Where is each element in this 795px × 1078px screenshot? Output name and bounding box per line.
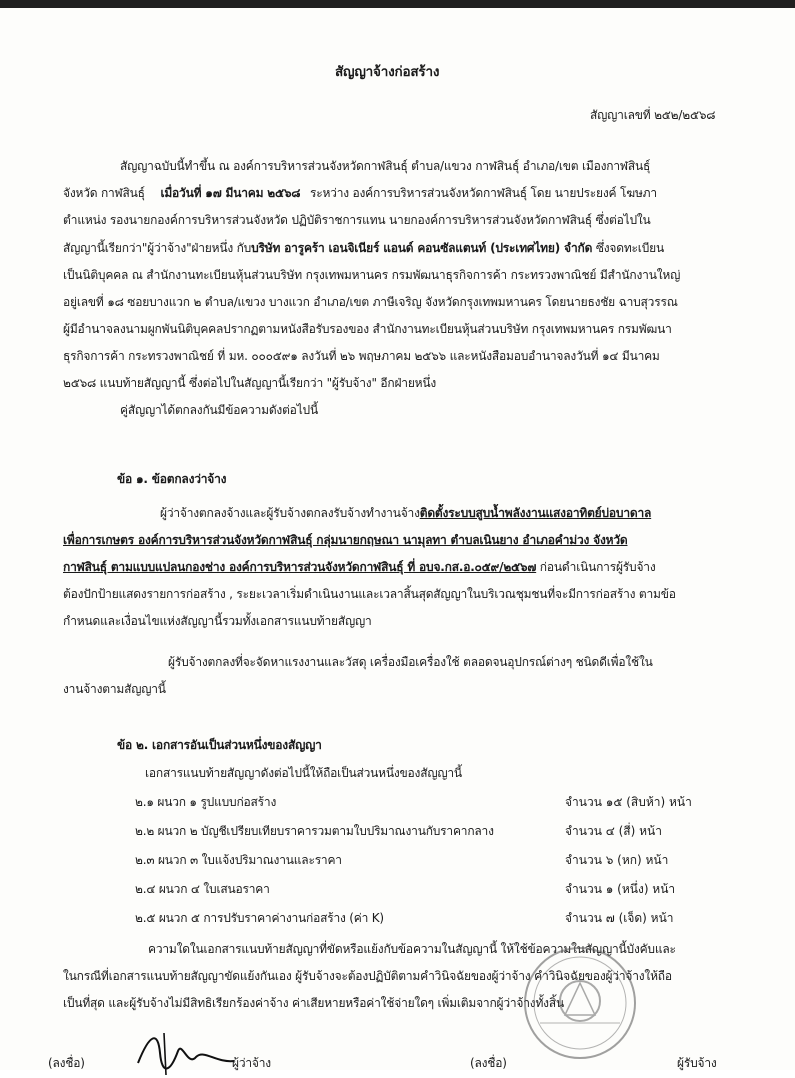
clause-1-line-3 <box>63 559 655 575</box>
preamble-line-6: อยู่เลขที่ ๑๘ ซอยบางแวก ๒ ตำบล/แขวง บางแวก อำเภอ/เขต ภาษีเจริญ จังหวัดกรุงเทพมหานคร โดยนายธงชัย ฉาบสุวรรณ <box>63 295 678 309</box>
clause-1-plan-ref: กาฬสินธุ์ ตามแบบแปลนกองช่าง องค์การบริหารส่วนจังหวัดกาฬสินธุ์ ที่ อบจ.กส.อ.๐๕๙/๒๕๖๗ <box>63 560 537 574</box>
preamble-line-2 <box>63 185 657 201</box>
preamble-line-3: ตำแหน่ง รองนายกองค์การบริหารส่วนจังหวัด ปฏิบัติราชการแทน นายกองค์การบริหารส่วนจังหวัดกาฬสินธุ์ ซึ่งต่อไปใน <box>63 213 651 227</box>
annex-item-label: ๒.๕ ผนวก ๕ การปรับราคาค่างานก่อสร้าง (ค่า K) <box>135 911 384 925</box>
annex-item-amount: จำนวน ๑๕ (สิบห้า) หน้า <box>565 795 692 809</box>
clause-1-line-1 <box>160 505 651 521</box>
clause-2-paragraph-3: เป็นที่สุด และผู้รับจ้างไม่มีสิทธิเรียกร้องค่าจ้าง ค่าเสียหายหรือค่าใช้จ่ายใดๆ เพิ่มเติมจากผู้ว่าจ้างทั้งสิ้น <box>63 996 564 1010</box>
preamble-line-7: ผู้มีอำนาจลงนามผูกพันนิติบุคคลปรากฏตามหนังสือรับรองของ สำนักงานทะเบียนหุ้นส่วนบริษัท กรุงเทพมหานคร กรมพัฒนา <box>63 322 672 336</box>
clause-1-line-7: งานจ้างตามสัญญานี้ <box>63 682 166 696</box>
contractor-sign-label: (ลงชื่อ) <box>470 1056 507 1070</box>
clause-1-heading: ข้อ ๑. ข้อตกลงว่าจ้าง <box>117 472 227 486</box>
clause-1-line-6: ผู้รับจ้างตกลงที่จะจัดหาแรงงานและวัสดุ เครื่องมือเครื่องใช้ ตลอดจนอุปกรณ์ต่างๆ ชนิดดีเพื่อใช้ใน <box>168 655 653 669</box>
clause-2-heading: ข้อ ๒. เอกสารอันเป็นส่วนหนึ่งของสัญญา <box>117 738 322 752</box>
annex-item-amount: จำนวน ๑ (หนึ่ง) หน้า <box>565 882 676 896</box>
employer-sign-label: (ลงชื่อ) <box>48 1056 85 1070</box>
preamble-registered: ซึ่งจดทะเบียน <box>592 241 664 255</box>
clause-1-line-4: ต้องปักป้ายแสดงรายการก่อสร้าง , ระยะเวลาเริ่มดำเนินงานและเวลาสิ้นสุดสัญญาในบริเวณชุมชนที่จะมีการก่อสร้าง ตามข้อ <box>63 587 676 601</box>
preamble-line-9: ๒๕๖๘ แนบท้ายสัญญานี้ ซึ่งต่อไปในสัญญานี้เรียกว่า "ผู้รับจ้าง" อีกฝ่ายหนึ่ง <box>63 376 437 390</box>
clause-2-intro: เอกสารแนบท้ายสัญญาดังต่อไปนี้ให้ถือเป็นส่วนหนึ่งของสัญญานี้ <box>145 766 462 780</box>
preamble-date: เมื่อวันที่ ๑๗ มีนาคม ๒๕๖๘ <box>160 186 301 200</box>
annex-item-amount: จำนวน ๗ (เจ็ด) หน้า <box>565 911 674 925</box>
contract-number: สัญญาเลขที่ ๒๕๒/๒๕๖๘ <box>590 108 716 122</box>
preamble-line-4 <box>63 240 664 256</box>
preamble-employer: สัญญานี้เรียกว่า"ผู้ว่าจ้าง"ฝ่ายหนึ่ง กับ <box>63 241 252 255</box>
clause-1-intro: ผู้ว่าจ้างตกลงจ้างและผู้รับจ้างตกลงรับจ้างทำงานจ้าง <box>160 506 420 520</box>
clause-1-line-2: เพื่อการเกษตร องค์การบริหารส่วนจังหวัดกาฬสินธุ์ กลุ่มนายกฤษณา นามุลทา ตำบลเนินยาง อำเภอคำม่วง จังหวัด <box>63 533 628 547</box>
company-seal-stamp <box>520 943 640 1063</box>
clause-1-line-5: กำหนดและเงื่อนไขแห่งสัญญานี้รวมทั้งเอกสารแนบท้ายสัญญา <box>63 614 372 628</box>
preamble-line-8: ธุรกิจการค้า กระทรวงพาณิชย์ ที่ มห. ๐๐๐๕๙๑ ลงวันที่ ๒๖ พฤษภาคม ๒๕๖๖ และหนังสือมอบอำนาจลงวันที่ ๑๔ มีนาคม <box>63 349 660 363</box>
preamble-line-1: สัญญาฉบับนี้ทำขึ้น ณ องค์การบริหารส่วนจังหวัดกาฬสินธุ์ ตำบล/แขวง กาฬสินธุ์ อำเภอ/เขต เมืองกาฬสินธุ์ <box>120 159 651 173</box>
contract-page <box>0 8 795 1070</box>
clause-1-before: ก่อนดำเนินการผู้รับจ้าง <box>536 560 656 574</box>
annex-item-label: ๒.๑ ผนวก ๑ รูปแบบก่อสร้าง <box>135 795 277 809</box>
contractor-name: บริษัท อารูคร้า เอนจิเนียร์ แอนด์ คอนซัลแตนท์ (ประเทศไทย) จำกัด <box>251 241 593 255</box>
preamble-line-5: เป็นนิติบุคคล ณ สำนักงานทะเบียนหุ้นส่วนบริษัท กรุงเทพมหานคร กรมพัฒนาธุรกิจการค้า กระทรวงพาณิชย์ มีสำนักงานใหญ่ <box>63 268 681 282</box>
clause-2-paragraph-2: ในกรณีที่เอกสารแนบท้ายสัญญาขัดแย้งกันเอง ผู้รับจ้างจะต้องปฏิบัติตามคำวินิจฉัยของผู้ว่าจ้าง คำวินิจฉัยของผู้ว่าจ้างให้ถือ <box>63 969 672 983</box>
screen-top-bar <box>0 0 795 8</box>
annex-item-amount: จำนวน ๔ (สี่) หน้า <box>565 824 662 838</box>
clause-2-paragraph-1: ความใดในเอกสารแนบท้ายสัญญาที่ขัดหรือแย้งกับข้อความในสัญญานี้ ให้ใช้ข้อความในสัญญานี้บังคับและ <box>148 942 676 956</box>
clause-1-project: ติดตั้งระบบสูบน้ำพลังงานแสงอาทิตย์บ่อบาดาล <box>419 506 652 520</box>
preamble-province: จังหวัด กาฬสินธุ์ <box>63 186 145 200</box>
document-title: สัญญาจ้างก่อสร้าง <box>335 64 440 80</box>
annex-item-label: ๒.๓ ผนวก ๓ ใบแจ้งปริมาณงานและราคา <box>135 853 342 867</box>
annex-item-label: ๒.๔ ผนวก ๔ ใบเสนอราคา <box>135 882 270 896</box>
annex-item-amount: จำนวน ๖ (หก) หน้า <box>565 853 669 867</box>
contractor-role: ผู้รับจ้าง <box>677 1056 717 1070</box>
annex-item-label: ๒.๒ ผนวก ๒ บัญชีเปรียบเทียบราคารวมตามใบปริมาณงานกับราคากลาง <box>135 824 494 838</box>
preamble-between: ระหว่าง องค์การบริหารส่วนจังหวัดกาฬสินธุ์ โดย นายประยงค์ โฆษภา <box>309 186 657 200</box>
employer-role: ผู้ว่าจ้าง <box>232 1056 271 1070</box>
preamble-agreement: คู่สัญญาได้ตกลงกันมีข้อความดังต่อไปนี้ <box>120 403 318 417</box>
